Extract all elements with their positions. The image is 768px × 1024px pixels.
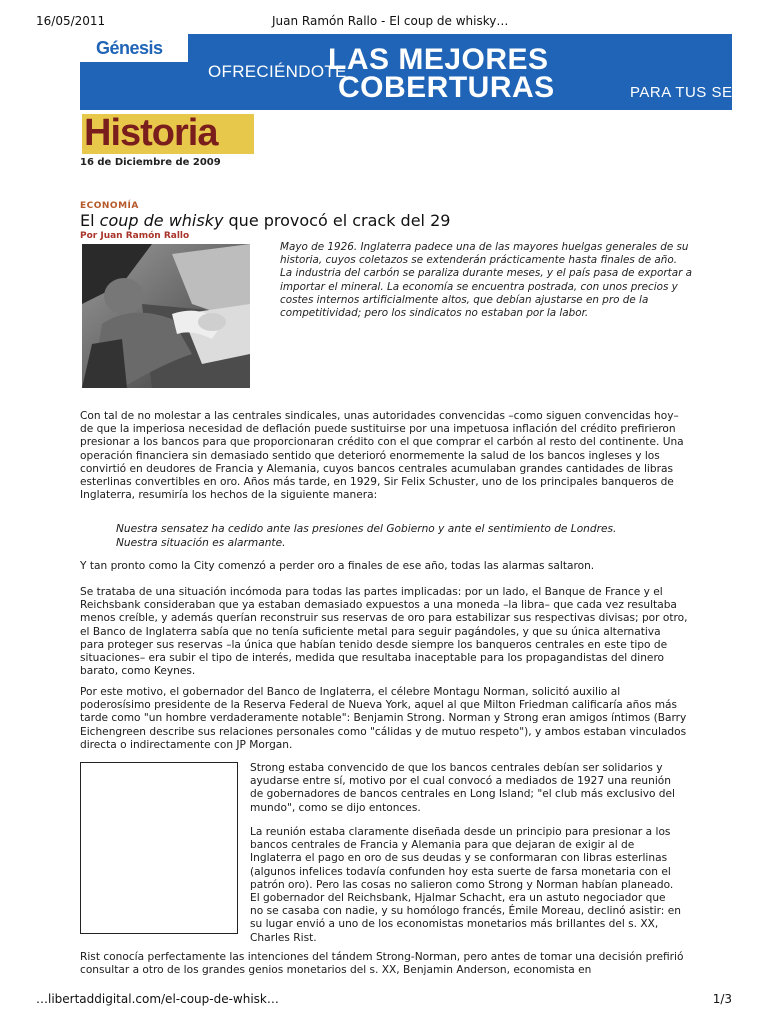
quote-line-2: Nuestra situación es alarmante.: [116, 537, 286, 549]
banner-line2: COBERTURAS: [338, 71, 555, 104]
quote-line-1: Nuestra sensatez ha cedido ante las presiones del Gobierno y ante el sentimiento de Londres.: [116, 523, 617, 535]
article-byline[interactable]: Por Juan Ramón Rallo: [80, 231, 190, 241]
miner-photo-image: [82, 244, 250, 388]
title-pre: El: [80, 211, 100, 230]
ad-banner[interactable]: [80, 34, 745, 110]
historia-logo[interactable]: [82, 114, 254, 154]
paragraph-7: Rist conocía perfectamente las intenciones del tándem Strong-Norman, pero antes de tomar una decisión prefirió consultar a otro de los grandes genios monetarios del s. XX, Benjamin Anderson, economista en: [80, 951, 684, 977]
print-page-number: 1/3: [712, 992, 732, 1006]
article-intro: Mayo de 1926. Inglaterra padece una de las mayores huelgas generales de su historia, cuyos coletazos se extenderán prácticamente hasta finales de año. La industria del carbón se paraliza durante meses, y el país pasa de exportar a importar el mineral. La economía se encuentra postrada, con unos precios y costes internos artificialmente altos, que debían ajustarse en pro de la competitividad; pero los sindicatos no estaban por la labor.: [280, 241, 693, 320]
paragraph-3: Se trataba de una situación incómoda para todas las partes implicadas: por un lado, el Banque de France y el Reichsbank consideraban que ya estaban demasiado expuestos a una moneda –la libra– que cada vez resultaba menos creíble, y además querían reconstruir sus reservas de oro para estabilizar sus respectivas divisas; por otro, el Banco de Inglaterra sabía que no tenía suficiente metal para seguir pagándoles, y que su única alternativa para proteger sus reservas –la única que habían tenido desde siempre los banqueros centrales en este tipo de situaciones– era subir el tipo de interés, medida que resultaba inaceptable para los propagandistas del dinero barato, como Keynes.: [80, 586, 688, 678]
genesis-logo-box: [80, 34, 188, 62]
banner-offer: OFRECIÉNDOTE: [208, 62, 347, 81]
print-date: 16/05/2011: [36, 14, 106, 28]
paragraph-6: La reunión estaba claramente diseñada desde un principio para presionar a los bancos centrales de Francia y Alemania para que dejaran de exigir al de Inglaterra el pago en oro de sus deudas y se conformaran con libras esterlinas (algunos infelices todavía confunden hoy esta suerte de farsa monetaria con el patrón oro). Pero las cosas no salieron como Strong y Norman habían planeado. El gobernador del Reichsbank, Hjalmar Schacht, era un astuto negociador que no se casaba con nadie, y su homólogo francés, Émile Moreau, declinó asistir: en su lugar envió a uno de los economistas monetarios más brillantes del s. XX, Charles Rist.: [250, 826, 681, 944]
print-title: Juan Ramón Rallo - El coup de whisky…: [272, 14, 509, 28]
title-emphasis: coup de whisky: [99, 211, 224, 230]
miner-photo: [82, 244, 250, 388]
historia-logo-text: Historia: [84, 112, 218, 154]
paragraph-4: Por este motivo, el gobernador del Banco de Inglaterra, el célebre Montagu Norman, solicitó auxilio al poderosísimo presidente de la Reserva Federal de Nueva York, aquel al que Milton Friedman calificaría años más tarde como "un hombre verdaderamente notable": Benjamin Strong. Norman y Strong eran amigos íntimos (Barry Eichengreen describe sus relaciones personales como "cálidas y de mutuo respeto"), y ambos estaban vinculados directa o indirectamente con JP Morgan.: [80, 686, 687, 751]
article-kicker[interactable]: ECONOMÍA: [80, 201, 139, 211]
print-url: …libertaddigital.com/el-coup-de-whisk…: [36, 992, 279, 1006]
title-post: que provocó el crack del 29: [223, 211, 451, 230]
image-placeholder-box: [80, 762, 238, 934]
paragraph-2: Y tan pronto como la City comenzó a perder oro a finales de ese año, todas las alarmas saltaron.: [80, 560, 595, 572]
genesis-logo: Génesis: [96, 38, 163, 58]
banner-line1: LAS MEJORES: [328, 43, 549, 76]
banner-tagline: PARA TUS SEG: [630, 84, 745, 101]
article-title: [80, 211, 450, 230]
paragraph-5: Strong estaba convencido de que los bancos centrales debían ser solidarios y ayudarse entre sí, motivo por el cual convocó a mediados de 1927 una reunión de gobernadores de bancos centrales en Long Island; "el club más exclusivo del mundo", como se dijo entonces.: [250, 762, 675, 814]
paragraph-1: Con tal de no molestar a las centrales sindicales, unas autoridades convencidas –como siguen convencidas hoy– de que la imperiosa necesidad de deflación puede sustituirse por una impetuosa inflación del crédito prefirieron presionar a los bancos para que proporcionaran crédito con el que comprar el carbón al resto del continente. Una operación financiera sin demasiado sentido que deterioró enormemente la salud de los bancos ingleses y los convirtió en deudores de Francia y Alemania, cuyos bancos centrales acumulaban grandes cantidades de libras esterlinas convertibles en oro. Años más tarde, en 1929, Sir Felix Schuster, uno de los principales banqueros de Inglaterra, resumiría los hechos de la siguiente manera:: [80, 410, 684, 502]
issue-date: 16 de Diciembre de 2009: [80, 157, 221, 168]
